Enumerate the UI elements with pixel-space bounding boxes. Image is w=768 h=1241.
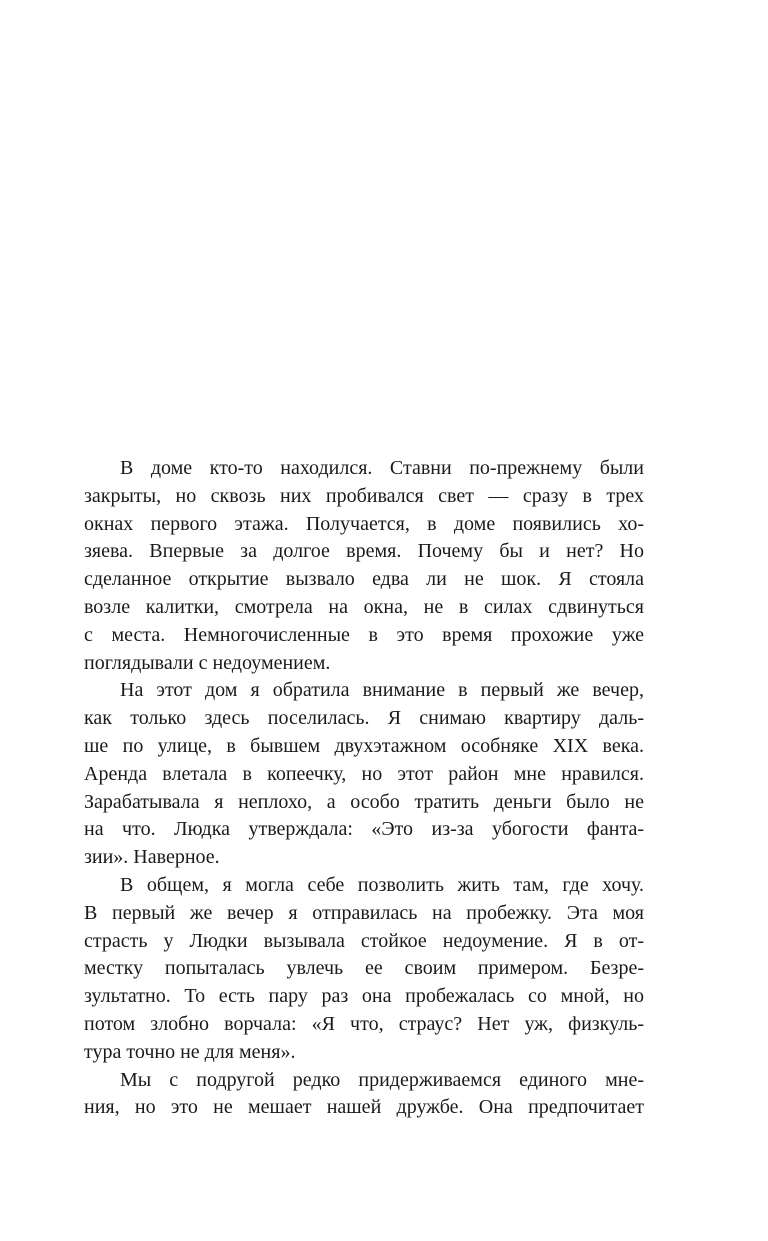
text-line: местку попыталась увлечь ее своим примером. Безре- — [84, 957, 644, 980]
text-line: поглядывали с недоумением. — [84, 651, 331, 674]
text-line: потом злобно ворчала: «Я что, страус? Нет уж, физкуль- — [84, 1012, 644, 1035]
text-line: закрыты, но сквозь них пробивался свет — сразу в трех — [84, 484, 644, 507]
text-line: ше по улице, в бывшем двухэтажном особняке XIX века. — [84, 734, 644, 757]
body-text — [84, 455, 644, 1122]
text-line: В первый же вечер я отправилась на пробежку. Эта моя — [84, 901, 644, 924]
text-line: с места. Немногочисленные в это время прохожие уже — [84, 623, 644, 646]
text-line: На этот дом я обратила внимание в первый же вечер, — [120, 679, 644, 702]
text-line: как только здесь поселилась. Я снимаю квартиру даль- — [84, 707, 644, 730]
text-line: возле калитки, смотрела на окна, не в силах сдвинуться — [84, 595, 644, 618]
text-line: сделанное открытие вызвало едва ли не шок. Я стояла — [84, 568, 644, 591]
text-line: Зарабатывала я неплохо, а особо тратить деньги было не — [84, 790, 644, 813]
text-line: на что. Людка утверждала: «Это из-за убогости фанта- — [84, 818, 644, 841]
text-line: Аренда влетала в копеечку, но этот район мне нравился. — [84, 762, 644, 785]
text-line: тура точно не для меня». — [84, 1040, 296, 1063]
text-line: зультатно. То есть пару раз она пробежалась со мной, но — [84, 985, 644, 1008]
text-line: окнах первого этажа. Получается, в доме появились хо- — [84, 512, 644, 535]
text-line: страсть у Людки вызывала стойкое недоумение. Я в от- — [84, 929, 644, 952]
text-line: зяева. Впервые за долгое время. Почему бы и нет? Но — [84, 540, 644, 563]
text-line: Мы с подругой редко придерживаемся единого мне- — [120, 1068, 644, 1091]
text-line: зии». Наверное. — [84, 846, 220, 869]
text-line: ния, но это не мешает нашей дружбе. Она предпочитает — [84, 1096, 644, 1119]
text-line: В общем, я могла себе позволить жить там, где хочу. — [120, 873, 644, 896]
text-line: В доме кто-то находился. Ставни по-прежнему были — [120, 457, 644, 479]
